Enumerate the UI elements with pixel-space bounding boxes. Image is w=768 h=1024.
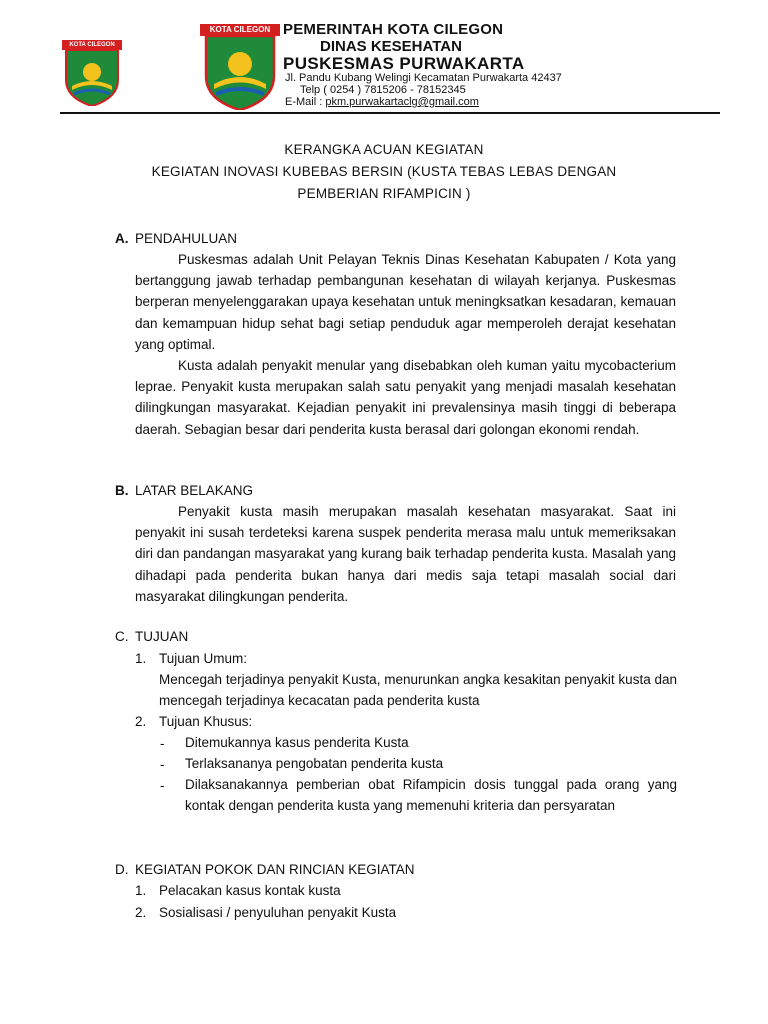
section-title: TUJUAN (135, 629, 189, 644)
bullet-dash: - (160, 757, 165, 772)
list-item: Dilaksanakannya pemberian obat Rifampicin dosis tunggal pada orang yang kontak dengan penderita kusta yang memenuhi kriteria dan persyaratan (185, 777, 677, 814)
list-text: Pelacakan kasus kontak kusta (159, 883, 341, 898)
section-b-heading (115, 483, 253, 498)
list-text: Sosialisasi / penyuluhan penyakit Kusta (159, 905, 397, 920)
tujuan-umum-text: Mencegah terjadinya penyakit Kusta, menurunkan angka kesakitan penyakit kusta dan mencegah terjadinya kecacatan pada penderita kusta (159, 672, 677, 709)
section-title: LATAR BELAKANG (135, 483, 254, 498)
header-government: PEMERINTAH KOTA CILEGON (283, 21, 504, 38)
header-address: Jl. Pandu Kubang Welingi Kecamatan Purwakarta 42437 (285, 72, 562, 84)
logo-small (62, 40, 122, 106)
section-letter: A. (115, 231, 129, 246)
list-title: Tujuan Khusus: (159, 714, 253, 729)
section-title: KEGIATAN POKOK DAN RINCIAN KEGIATAN (135, 862, 415, 877)
list-number: 2. (135, 905, 147, 920)
header-email-line (285, 96, 479, 108)
section-letter: C. (115, 629, 129, 644)
header-department: DINAS KESEHATAN (320, 38, 462, 55)
logo-big (200, 24, 280, 110)
header-phone: Telp ( 0254 ) 7815206 - 78152345 (300, 84, 466, 96)
header-divider (60, 112, 720, 114)
list-number: 2. (135, 714, 147, 729)
list-item: Terlaksananya pengobatan penderita kusta (185, 756, 444, 771)
section-title: PENDAHULUAN (135, 231, 238, 246)
list-title: Tujuan Umum: (159, 651, 248, 666)
header-puskesmas: PUSKESMAS PURWAKARTA (283, 54, 525, 73)
logo-big-label: KOTA CILEGON (200, 24, 280, 36)
bullet-dash: - (160, 736, 165, 751)
tujuan-umum-heading (135, 651, 247, 666)
list-item (135, 905, 396, 920)
list-item: Ditemukannya kasus penderita Kusta (185, 735, 409, 750)
list-number: 1. (135, 651, 147, 666)
section-a-heading (115, 231, 237, 246)
section-letter: B. (115, 483, 129, 498)
section-a-paragraph-1: Puskesmas adalah Unit Pelayan Teknis Dinas Kesehatan Kabupaten / Kota yang bertanggung jawab terhadap pembangunan kesehatan di wilayah kerjanya. Puskesmas berperan menyelenggarakan upaya kesehatan untuk meningksatkan kesadaran, kemauan dan kemampuan hidup sehat bagi setiap penduduk agar memperoleh derajat kesehatan yang optimal. (135, 252, 676, 352)
doc-title-line1: KERANGKA ACUAN KEGIATAN (284, 142, 484, 157)
doc-title-line2: KEGIATAN INOVASI KUBEBAS BERSIN (KUSTA TEBAS LEBAS DENGAN (151, 164, 617, 179)
city-emblem-icon (200, 36, 280, 110)
section-b-paragraph-1: Penyakit kusta masih merupakan masalah kesehatan masyarakat. Saat ini penyakit ini susah terdeteksi karena suspek penderita merasa malu untuk memeriksakan diri dan pandangan masyarakat yang kurang baik terhadap penderita kusta. Masalah yang dihadapi pada penderita bukan hanya dari medis saja tetapi masalah social dari masyarakat dilingkungan penderita. (135, 504, 676, 604)
logo-small-label: KOTA CILEGON (62, 40, 122, 50)
section-letter: D. (115, 862, 129, 877)
list-number: 1. (135, 883, 147, 898)
city-emblem-icon (62, 50, 122, 106)
section-a-paragraph-2: Kusta adalah penyakit menular yang disebabkan oleh kuman yaitu mycobacterium leprae. Penyakit kusta merupakan salah satu penyakit yang menjadi masalah kesehatan dilingkungan masyarakat. Kejadian penyakit ini prevalensinya masih tinggi di beberapa daerah. Sebagian besar dari penderita kusta berasal dari golongan ekonomi rendah. (135, 358, 676, 437)
tujuan-khusus-heading (135, 714, 252, 729)
doc-title-line3: PEMBERIAN RIFAMPICIN ) (297, 186, 471, 201)
section-d-heading (115, 862, 415, 877)
bullet-dash: - (160, 778, 165, 793)
email-link[interactable]: pkm.purwakartaclg@gmail.com (325, 96, 479, 108)
section-c-heading (115, 629, 188, 644)
list-item (135, 883, 341, 898)
email-label: E-Mail : (285, 96, 323, 108)
